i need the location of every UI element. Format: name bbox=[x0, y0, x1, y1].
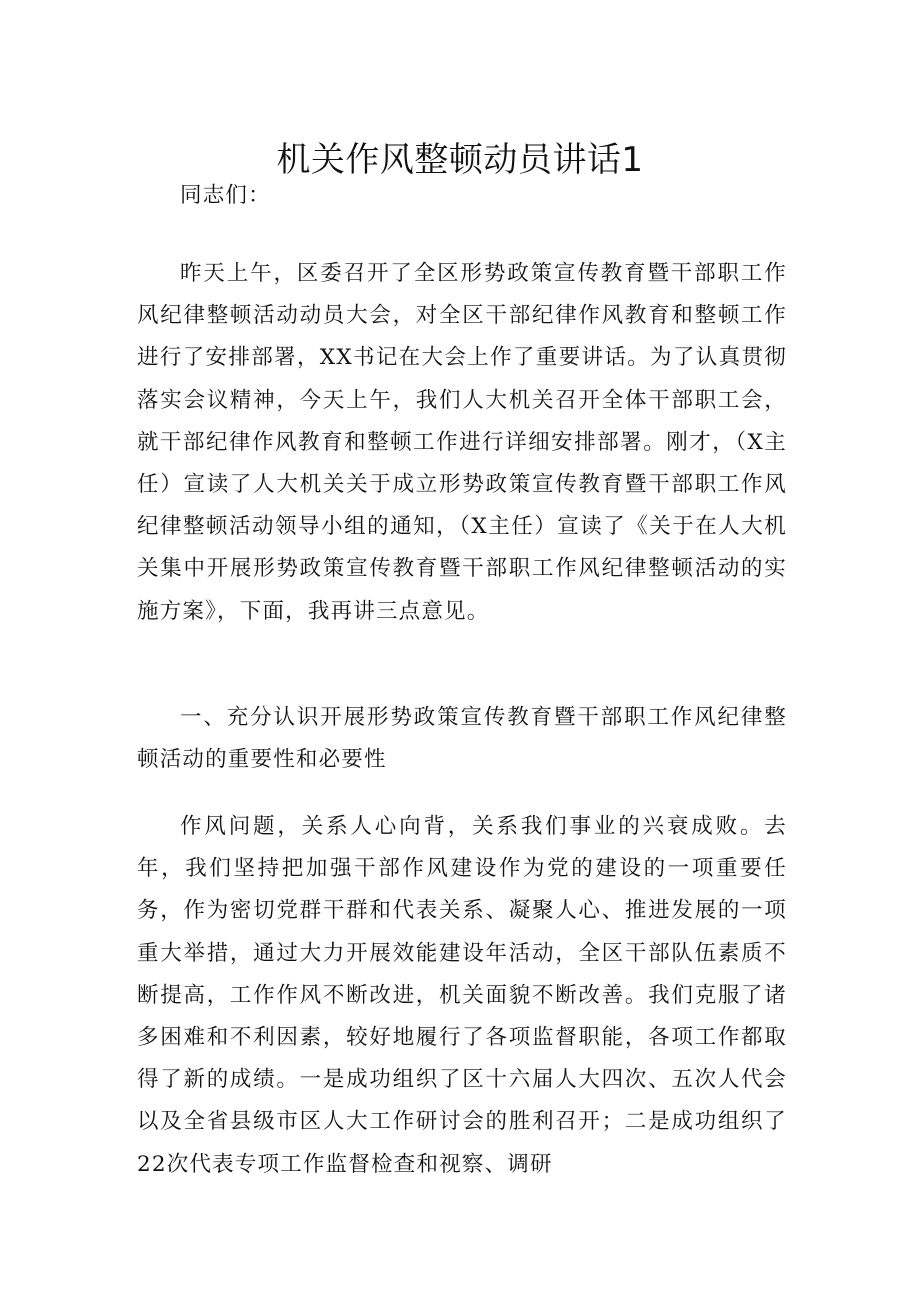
document-title: 机关作风整顿动员讲话1 bbox=[276, 140, 644, 180]
section-heading-1: 一、充分认识开展形势政策宣传教育暨干部职工作风纪律整顿活动的重要性和必要性 bbox=[137, 705, 787, 773]
paragraph-section-1: 作风问题，关系人心向背，关系我们事业的兴衰成败。去年，我们坚持把加强干部作风建设作为党的建设的一项重要任务，作为密切党群干群和代表关系、凝聚人心、推进发展的一项重大举措，通过大力开展效能建设年活动，全区干部队伍素质不断提高，工作作风不断改进，机关面貌不断改善。我们克服了诸多困难和不利因素，较好地履行了各项监督职能，各项工作都取得了新的成绩。一是成功组织了区十六届人大四次、五次人代会以及全省县级市区人大工作研讨会的胜利召开；二是成功组织了22次代表专项工作监督检查和视察、调研 bbox=[137, 814, 787, 1177]
paragraph-intro: 昨天上午，区委召开了全区形势政策宣传教育暨干部职工作风纪律整顿活动动员大会，对全区干部纪律作风教育和整顿工作进行了安排部署，XX书记在大会上作了重要讲话。为了认真贯彻落实会议精神，今天上午，我们人大机关召开全体干部职工会，就干部纪律作风教育和整顿工作进行详细安排部署。刚才，（X主任）宣读了人大机关关于成立形势政策宣传教育暨干部职工作风纪律整顿活动领导小组的通知，（X主任）宣读了《关于在人大机关集中开展形势政策宣传教育暨干部职工作风纪律整顿活动的实施方案》，下面，我再讲三点意见。 bbox=[137, 261, 787, 624]
greeting: 同志们： bbox=[180, 183, 271, 208]
